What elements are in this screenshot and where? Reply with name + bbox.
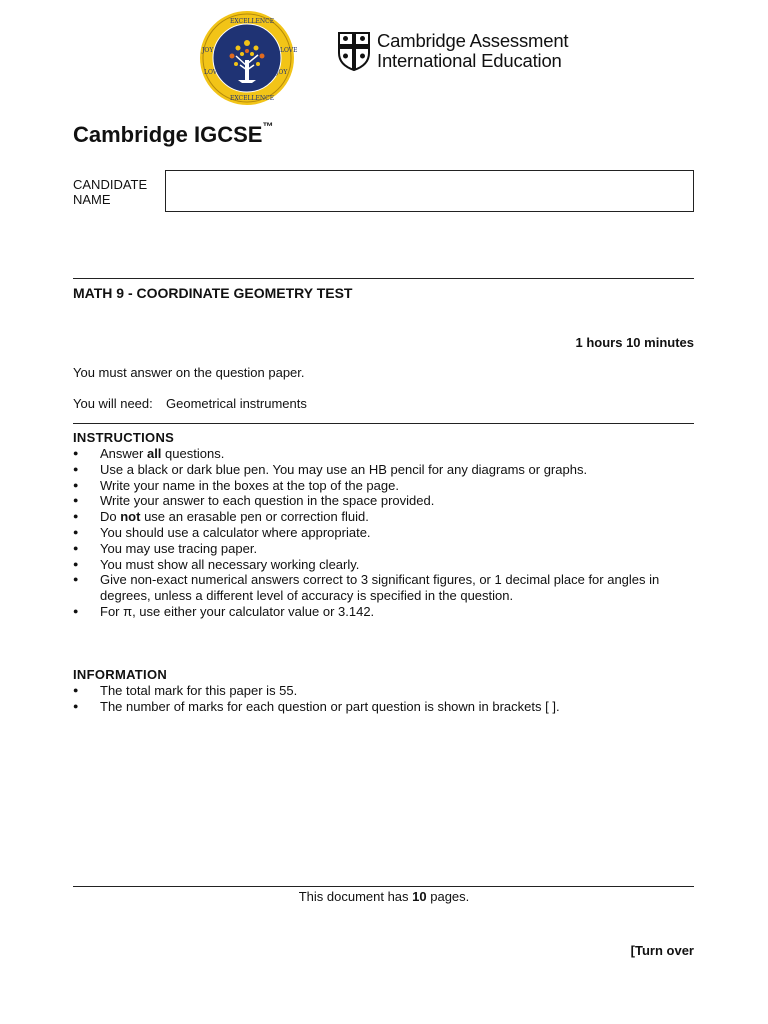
svg-text:LOVE [280,47,298,54]
logo-text-right: LOVE [280,47,298,54]
school-logo [196,10,298,106]
test-duration: 1 hours 10 minutes [575,335,694,350]
information-item: ● The number of marks for each question or part question is shown in brackets [ ]. [73,699,673,715]
test-title: MATH 9 - COORDINATE GEOMETRY TEST [73,285,353,301]
instruction-item: ● Give non-exact numerical answers correct to 3 significant figures, or 1 decimal place for angles in degrees, unless a different level of accuracy is specified in the question. [73,572,673,604]
svg-text:JOY [275,69,288,76]
logo-text-left: JOY [202,47,214,54]
logo-text-top: EXCELLENCE [230,18,275,25]
instructions-list [73,446,673,620]
divider-bottom [73,886,694,887]
answer-note: You must answer on the question paper. [73,365,305,380]
turn-over-label: [Turn over [630,943,694,958]
cambridge-logo-line1: Cambridge Assessment [377,30,569,51]
information-heading: INFORMATION [73,667,168,682]
divider-middle [73,423,694,424]
candidate-label-line1: CANDIDATE [73,177,148,192]
instruction-item: ● Answer all questions. [73,446,673,462]
svg-text:JOY [201,47,214,54]
logo-text-lower-left: LOVE [204,69,222,76]
need-value: Geometrical instruments [166,396,307,411]
candidate-label-line2: NAME [73,192,111,207]
instruction-item: ● Use a black or dark blue pen. You may use an HB pencil for any diagrams or graphs. [73,462,673,478]
divider-top [73,278,694,279]
instruction-item: ● Write your name in the boxes at the top of the page. [73,478,673,494]
tree-emblem-icon [196,10,298,106]
svg-text:LOVE [204,69,222,76]
information-list [73,683,673,715]
cambridge-logo-line2: International Education [377,50,562,71]
cambridge-shield-icon [337,31,371,71]
instruction-item: ● You may use tracing paper. [73,541,673,557]
page-count: 10 [412,889,427,904]
page-title [73,122,273,148]
instructions-heading: INSTRUCTIONS [73,430,175,445]
instruction-item: ● You must show all necessary working clearly. [73,557,673,573]
cambridge-logo [337,30,597,74]
svg-text:EXCELLENCE [230,95,274,102]
information-item: ● The total mark for this paper is 55. [73,683,673,699]
instruction-item: ● Do not use an erasable pen or correction fluid. [73,509,673,525]
trademark-mark: ™ [262,120,274,133]
page-title-text: Cambridge IGCSE [73,122,263,147]
instruction-item: ● Write your answer to each question in the space provided. [73,493,673,509]
need-label: You will need: [73,396,153,411]
page-count-note: This document has 10 pages. [298,889,470,904]
candidate-name-box[interactable] [165,170,694,212]
candidate-name-label [73,177,147,207]
svg-text:EXCELLENCE [230,18,274,25]
logo-text-lower-right: JOY [276,69,288,76]
instruction-item: ● You should use a calculator where appropriate. [73,525,673,541]
instruction-item: ● For π, use either your calculator value or 3.142. [73,604,673,620]
logo-text-bottom: EXCELLENCE [230,95,275,102]
